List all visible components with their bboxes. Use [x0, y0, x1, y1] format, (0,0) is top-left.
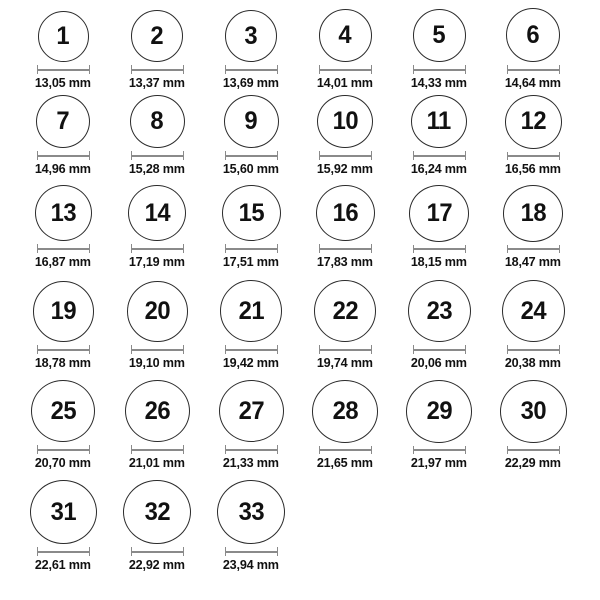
ring-size-number: 5 — [432, 21, 446, 49]
diameter-ruler-bar — [320, 248, 371, 250]
diameter-ruler-bar — [132, 155, 183, 157]
ring-circle — [38, 11, 89, 62]
ring-circle — [31, 380, 95, 442]
ring-size-number: 26 — [144, 396, 170, 425]
ring-size-item — [16, 480, 110, 572]
ring-size-item — [298, 0, 392, 90]
ring-circle — [33, 281, 94, 342]
ring-circle — [36, 95, 90, 148]
diameter-label: 20,70 mm — [35, 455, 91, 470]
ring-size-item — [298, 185, 392, 269]
diameter-ruler-icon — [37, 151, 90, 160]
ring-circle — [505, 95, 562, 149]
ring-size-item — [298, 380, 392, 470]
diameter-ruler-bar — [226, 69, 277, 71]
ring-size-item — [392, 95, 486, 176]
diameter-ruler-bar — [132, 449, 183, 451]
ring-size-number: 16 — [332, 198, 358, 227]
diameter-ruler-bar — [226, 155, 277, 157]
diameter-ruler-icon — [131, 445, 184, 454]
ring-circle — [503, 185, 563, 242]
diameter-label: 19,10 mm — [129, 355, 185, 370]
diameter-ruler-bar — [414, 69, 465, 71]
diameter-label: 20,38 mm — [505, 355, 561, 370]
diameter-ruler-bar — [226, 349, 277, 351]
diameter-ruler-icon — [225, 345, 278, 354]
ring-size-number: 20 — [144, 297, 170, 325]
diameter-ruler-icon — [507, 345, 560, 354]
diameter-label: 21,33 mm — [223, 455, 279, 470]
ring-size-item — [392, 0, 486, 90]
diameter-ruler-icon — [413, 151, 466, 160]
diameter-ruler-icon — [131, 345, 184, 354]
diameter-ruler-bar — [508, 69, 559, 71]
diameter-label: 14,96 mm — [35, 161, 91, 176]
diameter-ruler-icon — [413, 345, 466, 354]
diameter-ruler-bar — [508, 248, 559, 250]
chart-row — [0, 0, 600, 95]
diameter-ruler-bar — [414, 449, 465, 451]
ring-size-number: 24 — [520, 296, 546, 325]
ring-circle — [128, 185, 186, 241]
diameter-ruler-icon — [319, 65, 372, 74]
diameter-label: 15,60 mm — [223, 161, 279, 176]
ring-size-item — [16, 280, 110, 370]
diameter-label: 22,61 mm — [35, 557, 91, 572]
ring-size-item — [110, 480, 204, 572]
ring-size-number: 19 — [50, 297, 76, 325]
ring-size-number: 4 — [338, 21, 352, 49]
ring-size-item — [486, 380, 580, 470]
ring-circle — [30, 480, 97, 544]
chart-row — [0, 280, 600, 380]
ring-circle — [127, 281, 188, 342]
diameter-label: 13,69 mm — [223, 75, 279, 90]
ring-size-number: 22 — [332, 296, 358, 325]
diameter-ruler-icon — [319, 244, 372, 253]
ring-size-item — [110, 95, 204, 176]
ring-size-item — [298, 280, 392, 370]
ring-circle — [131, 10, 183, 62]
ring-size-item — [204, 95, 298, 176]
diameter-ruler-icon — [225, 445, 278, 454]
diameter-ruler-icon — [507, 245, 560, 253]
ring-size-number: 2 — [150, 21, 164, 50]
diameter-label: 16,56 mm — [505, 161, 561, 176]
ring-size-number: 30 — [520, 396, 546, 425]
diameter-label: 17,83 mm — [317, 254, 373, 269]
diameter-ruler-icon — [413, 65, 466, 74]
ring-circle — [219, 380, 284, 442]
diameter-ruler-bar — [508, 155, 559, 157]
diameter-label: 21,97 mm — [411, 455, 467, 470]
ring-size-number: 23 — [426, 296, 452, 325]
diameter-ruler-icon — [225, 65, 278, 74]
ring-size-item — [486, 185, 580, 269]
ring-size-item — [16, 380, 110, 470]
diameter-ruler-icon — [319, 345, 372, 354]
diameter-label: 13,05 mm — [35, 75, 91, 90]
ring-size-number: 31 — [50, 497, 76, 526]
diameter-ruler-bar — [38, 551, 89, 553]
ring-circle — [319, 9, 372, 62]
ring-size-item — [392, 185, 486, 269]
diameter-ruler-icon — [225, 547, 278, 556]
diameter-label: 21,01 mm — [129, 455, 185, 470]
ring-size-number: 7 — [56, 107, 70, 136]
diameter-ruler-bar — [320, 155, 371, 157]
ring-size-item — [204, 280, 298, 370]
ring-size-item — [110, 280, 204, 370]
ring-size-item — [16, 95, 110, 176]
ring-size-number: 8 — [150, 107, 164, 136]
ring-circle — [125, 380, 190, 442]
diameter-ruler-icon — [131, 244, 184, 253]
ring-size-item — [392, 380, 486, 470]
ring-size-number: 10 — [332, 107, 358, 136]
diameter-ruler-bar — [320, 349, 371, 351]
ring-circle — [408, 280, 471, 342]
chart-row — [0, 480, 600, 600]
ring-circle — [220, 280, 282, 342]
diameter-label: 18,78 mm — [35, 355, 91, 370]
ring-size-number: 6 — [526, 20, 540, 49]
ring-size-number: 32 — [144, 497, 170, 526]
ring-size-number: 21 — [238, 296, 264, 325]
ring-size-item — [16, 0, 110, 90]
diameter-ruler-icon — [225, 244, 278, 253]
ring-circle — [225, 10, 277, 62]
diameter-ruler-bar — [38, 69, 89, 71]
diameter-ruler-bar — [226, 551, 277, 553]
ring-size-number: 3 — [244, 21, 258, 50]
diameter-ruler-icon — [131, 151, 184, 160]
ring-size-item — [110, 185, 204, 269]
diameter-ruler-icon — [131, 65, 184, 74]
ring-size-number: 9 — [244, 107, 258, 136]
ring-size-number: 13 — [50, 198, 76, 227]
ring-circle — [130, 95, 185, 148]
ring-size-item — [16, 185, 110, 269]
diameter-ruler-bar — [38, 449, 89, 451]
ring-size-number: 1 — [56, 22, 70, 50]
ring-circle — [314, 280, 376, 342]
diameter-ruler-icon — [413, 446, 466, 455]
diameter-label: 14,64 mm — [505, 75, 561, 90]
diameter-ruler-bar — [508, 449, 559, 451]
ring-circle — [317, 95, 373, 148]
chart-row — [0, 185, 600, 280]
ring-size-item — [392, 280, 486, 370]
diameter-label: 15,92 mm — [317, 161, 373, 176]
diameter-ruler-icon — [37, 547, 90, 556]
diameter-ruler-bar — [226, 449, 277, 451]
diameter-ruler-bar — [414, 349, 465, 351]
ring-size-number: 11 — [426, 107, 452, 136]
ring-circle — [502, 280, 565, 342]
ring-size-number: 18 — [520, 198, 546, 227]
diameter-ruler-bar — [132, 69, 183, 71]
diameter-ruler-icon — [37, 445, 90, 454]
diameter-label: 17,51 mm — [223, 254, 279, 269]
ring-size-item — [298, 95, 392, 176]
ring-size-item — [486, 95, 580, 176]
diameter-ruler-icon — [37, 244, 90, 253]
ring-circle — [411, 95, 467, 148]
ring-size-item — [110, 380, 204, 470]
diameter-ruler-icon — [413, 245, 466, 253]
ring-circle — [123, 480, 191, 544]
ring-circle — [316, 185, 375, 241]
diameter-ruler-bar — [132, 551, 183, 553]
diameter-ruler-bar — [320, 449, 371, 451]
ring-circle — [217, 480, 285, 544]
ring-size-item — [204, 185, 298, 269]
diameter-ruler-bar — [226, 248, 277, 250]
diameter-ruler-bar — [132, 248, 183, 250]
diameter-label: 17,19 mm — [129, 254, 185, 269]
diameter-label: 16,87 mm — [35, 254, 91, 269]
diameter-label: 20,06 mm — [411, 355, 467, 370]
diameter-label: 16,24 mm — [411, 161, 467, 176]
ring-size-number: 29 — [426, 396, 452, 425]
ring-size-number: 14 — [144, 198, 170, 227]
diameter-label: 19,74 mm — [317, 355, 373, 370]
ring-circle — [506, 8, 560, 62]
diameter-ruler-icon — [507, 152, 560, 160]
diameter-label: 19,42 mm — [223, 355, 279, 370]
diameter-ruler-bar — [320, 69, 371, 71]
ring-circle — [312, 380, 378, 443]
diameter-label: 15,28 mm — [129, 161, 185, 176]
diameter-label: 22,29 mm — [505, 455, 561, 470]
ring-circle — [500, 380, 567, 443]
chart-row — [0, 380, 600, 480]
ring-size-item — [486, 0, 580, 90]
diameter-label: 22,92 mm — [129, 557, 185, 572]
diameter-ruler-bar — [414, 155, 465, 157]
ring-circle — [409, 185, 469, 242]
ring-circle — [224, 95, 279, 148]
diameter-ruler-icon — [131, 547, 184, 556]
ring-size-number: 28 — [332, 396, 358, 425]
diameter-label: 14,01 mm — [317, 75, 373, 90]
ring-circle — [406, 380, 472, 443]
diameter-label: 14,33 mm — [411, 75, 467, 90]
diameter-label: 18,47 mm — [505, 254, 561, 269]
ring-size-item — [486, 280, 580, 370]
diameter-ruler-bar — [38, 349, 89, 351]
diameter-ruler-icon — [319, 151, 372, 160]
diameter-label: 18,15 mm — [411, 254, 467, 269]
diameter-ruler-bar — [414, 248, 465, 250]
ring-size-number: 33 — [238, 497, 264, 526]
chart-row — [0, 95, 600, 185]
diameter-ruler-icon — [507, 446, 560, 454]
ring-circle — [413, 9, 466, 62]
ring-size-item — [204, 0, 298, 90]
diameter-label: 21,65 mm — [317, 455, 373, 470]
diameter-label: 23,94 mm — [223, 557, 279, 572]
ring-size-number: 27 — [238, 396, 264, 425]
diameter-ruler-bar — [132, 349, 183, 351]
diameter-label: 13,37 mm — [129, 75, 185, 90]
ring-circle — [35, 185, 92, 241]
ring-size-number: 15 — [238, 198, 264, 227]
ring-size-item — [204, 480, 298, 572]
diameter-ruler-bar — [38, 155, 89, 157]
diameter-ruler-bar — [508, 349, 559, 351]
diameter-ruler-icon — [225, 151, 278, 160]
ring-circle — [222, 185, 281, 241]
ring-size-number: 12 — [520, 107, 546, 136]
ring-size-item — [110, 0, 204, 90]
diameter-ruler-bar — [38, 248, 89, 250]
diameter-ruler-icon — [37, 65, 90, 74]
diameter-ruler-icon — [507, 65, 560, 74]
diameter-ruler-icon — [319, 446, 372, 455]
diameter-ruler-icon — [37, 345, 90, 354]
ring-size-number: 25 — [50, 396, 76, 425]
ring-size-number: 17 — [426, 198, 452, 227]
ring-size-item — [204, 380, 298, 470]
